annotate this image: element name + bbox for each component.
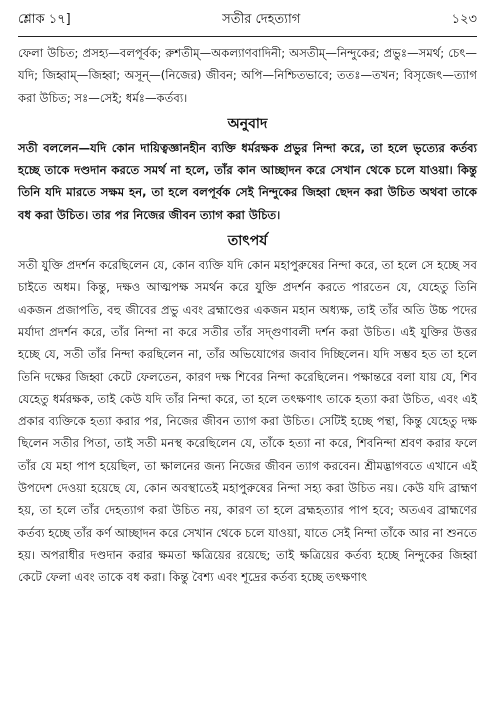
chapter-title: সতীর দেহত্যাগ: [222, 12, 301, 27]
translation-heading: অনুবাদ: [227, 115, 268, 132]
verse-reference: শ্লোক ১৭]: [18, 12, 71, 27]
page-content: [18, 42, 477, 589]
purport-paragraph: সতী যুক্তি প্রদর্শন করেছিলেন যে, কোন ব্যক্তি যদি কোন মহাপুরুষের নিন্দা করে, তা হলে সে হচ্ছে সব চাইতে অধম। কিন্তু, দক্ষও আত্মপক্ষ সমর্থন করে যুক্তি প্রদর্শন করতে পারতেন যে, যেহেতু তিনি একজন প্রজাপতি, বহু জীবের প্রভু এবং ব্রহ্মাণ্ডের একজন মহান অধ্যক্ষ, তাই তাঁর অতি উচ্চ পদের মর্যাদা প্রদর্শন করে, তাঁর নিন্দা না করে সতীর তাঁর সদ্গুণাবলী দর্শন করা উচিত। এই যুক্তির উত্তর হচ্ছে যে, সতী তাঁর নিন্দা করছিলেন না, তাঁর অভিযোগের জবাব দিচ্ছিলেন। যদি সম্ভব হত তা হলে তিনি দক্ষের জিহ্বা কেটে ফেলতেন, কারণ দক্ষ শিবের নিন্দা করেছিলেন। পক্ষান্তরে বলা যায় যে, শিব যেহেতু ধর্মরক্ষক, তাই কেউ যদি তাঁর নিন্দা করে, তা হলে তৎক্ষণাৎ তাকে হত্যা করা উচিত, এবং এই প্রকার ব্যক্তিকে হত্যা করার পর, নিজের জীবন ত্যাগ করা উচিত। সেটিই হচ্ছে পন্থা, কিন্তু যেহেতু দক্ষ ছিলেন সতীর পিতা, তাই সতী মনস্থ করেছিলেন যে, তাঁকে হত্যা না করে, শিবনিন্দা শ্রবণ করার ফলে তাঁর যে মহা পাপ হয়েছিল, তা ক্ষালনের জন্য নিজের জীবন ত্যাগ করবেন। শ্রীমদ্ভাগবতে এখানে এই উপদেশ দেওয়া হয়েছে যে, কোন অবস্থাতেই মহাপুরুষের নিন্দা সহ্য করা উচিত নয়। কেউ যদি ব্রাহ্মণ হয়, তা হলে তাঁর দেহত্যাগ করা উচিত নয়, কারণ তা হলে ব্রহ্মহত্যার পাপ হবে; অতএব ব্রাহ্মণের কর্তব্য হচ্ছে তাঁর কর্ণ আচ্ছাদন করে সেখান থেকে চলে যাওয়া, যাতে সেই নিন্দা তাঁকে আর না শুনতে হয়। অপরাধীর দণ্ডদান করার ক্ষমতা ক্ষত্রিয়ের রয়েছে; তাই ক্ষত্রিয়ের কর্তব্য হচ্ছে নিন্দুকের জিহ্বা কেটে ফেলা এবং তাকে বধ করা। কিন্তু বৈশ্য এবং শূদ্রের কর্তব্য হচ্ছে তৎক্ষণাৎ: [18, 258, 477, 585]
page-number: ১২৩: [451, 12, 477, 27]
running-header: [18, 10, 477, 37]
purport-heading: তাৎপর্য: [227, 233, 268, 250]
synonyms-paragraph: ফেলা উচিত; প্রসহ্য—বলপূর্বক; রুশতীম্—অকল্যাণবাদিনী; অসতীম্—নিন্দুকের; প্রভুঃ—সমর্থ; চেৎ—যদি; জিহ্বাম্—জিহ্বা; অসূন্—(নিজের) জীবন; অপি—নিশ্চিতভাবে; ততঃ—তখন; বিসৃজেৎ—ত্যাগ করা উচিত; সঃ—সেই; ধর্মঃ—কর্তব্য।: [18, 46, 477, 105]
translation-paragraph: সতী বললেন—যদি কোন দায়িত্বজ্ঞানহীন ব্যক্তি ধর্মরক্ষক প্রভুর নিন্দা করে, তা হলে ভৃত্যের কর্তব্য হচ্ছে তাকে দণ্ডদান করতে সমর্থ না হলে, তাঁর কান আচ্ছাদন করে সেখান থেকে চলে যাওয়া। কিন্তু তিনি যদি মারতে সক্ষম হন, তা হলে বলপূর্বক সেই নিন্দুকের জিহ্বা ছেদন করা উচিত অথবা তাকে বধ করা উচিত। তার পর নিজের জীবন ত্যাগ করা উচিত।: [18, 140, 477, 222]
